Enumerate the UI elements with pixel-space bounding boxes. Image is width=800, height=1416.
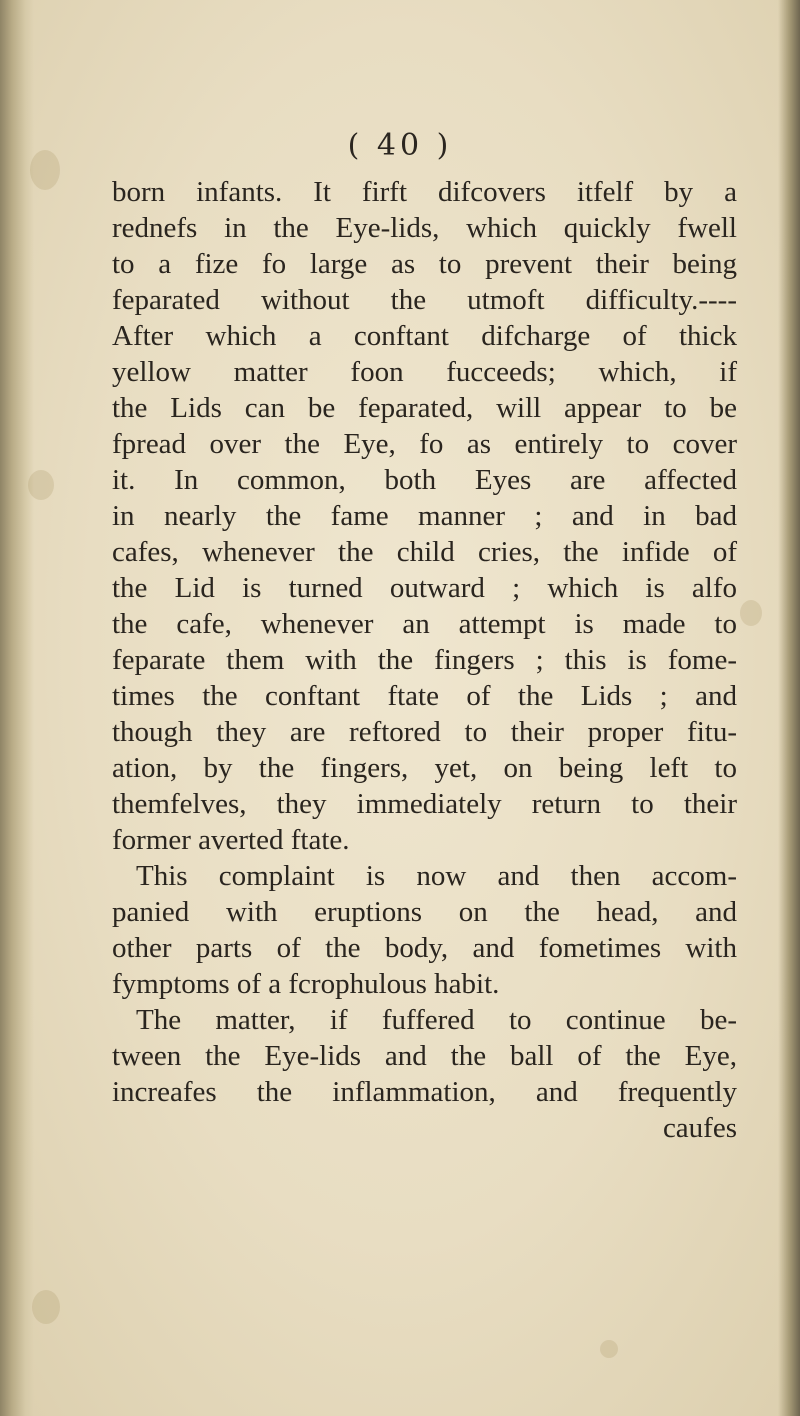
text-line: fymptoms of a fcrophulous habit. — [112, 968, 500, 1000]
text-line: The matter, if fuffered to continue be- — [136, 1004, 737, 1036]
foxing-spot — [600, 1340, 618, 1358]
text-line: feparated without the utmoft difficulty.---- — [112, 284, 737, 316]
text-line: fpread over the Eye, fo as entirely to cover — [112, 428, 737, 460]
text-line: former averted ftate. — [112, 824, 350, 856]
page-edge-shadow — [778, 0, 800, 1416]
foxing-spot — [740, 600, 762, 626]
foxing-spot — [28, 470, 54, 500]
catchword: caufes — [662, 1112, 737, 1144]
text-line: tween the Eye-lids and the ball of the Eye, — [112, 1040, 737, 1072]
text-line: in nearly the fame manner ; and in bad — [112, 500, 737, 532]
page-number: ( 40 ) — [347, 128, 453, 163]
text-line: themfelves, they immediately return to their — [112, 788, 737, 820]
page-gutter-shadow — [0, 0, 34, 1416]
text-line: cafes, whenever the child cries, the infide of — [112, 536, 737, 568]
text-line: This complaint is now and then accom- — [136, 860, 737, 892]
foxing-spot — [32, 1290, 60, 1324]
text-line: other parts of the body, and fometimes with — [112, 932, 737, 964]
text-line: panied with eruptions on the head, and — [112, 896, 737, 928]
text-line: though they are reftored to their proper fitu- — [112, 716, 737, 748]
body-text — [112, 174, 737, 1146]
text-line: the cafe, whenever an attempt is made to — [112, 608, 737, 640]
text-line: increafes the inflammation, and frequently — [112, 1076, 737, 1108]
text-line: it. In common, both Eyes are affected — [112, 464, 737, 496]
text-line: born infants. It firft difcovers itfelf by a — [112, 176, 737, 208]
text-line: After which a conftant difcharge of thick — [112, 320, 737, 352]
text-line: times the conftant ftate of the Lids ; and — [112, 680, 737, 712]
text-line: the Lids can be feparated, will appear to be — [112, 392, 737, 424]
text-line: rednefs in the Eye-lids, which quickly fwell — [112, 212, 737, 244]
text-line: yellow matter foon fucceeds; which, if — [112, 356, 737, 388]
text-line: to a fize fo large as to prevent their being — [112, 248, 737, 280]
text-line: ation, by the fingers, yet, on being left to — [112, 752, 737, 784]
text-line: the Lid is turned outward ; which is alfo — [112, 572, 737, 604]
text-line: feparate them with the fingers ; this is fome- — [112, 644, 737, 676]
